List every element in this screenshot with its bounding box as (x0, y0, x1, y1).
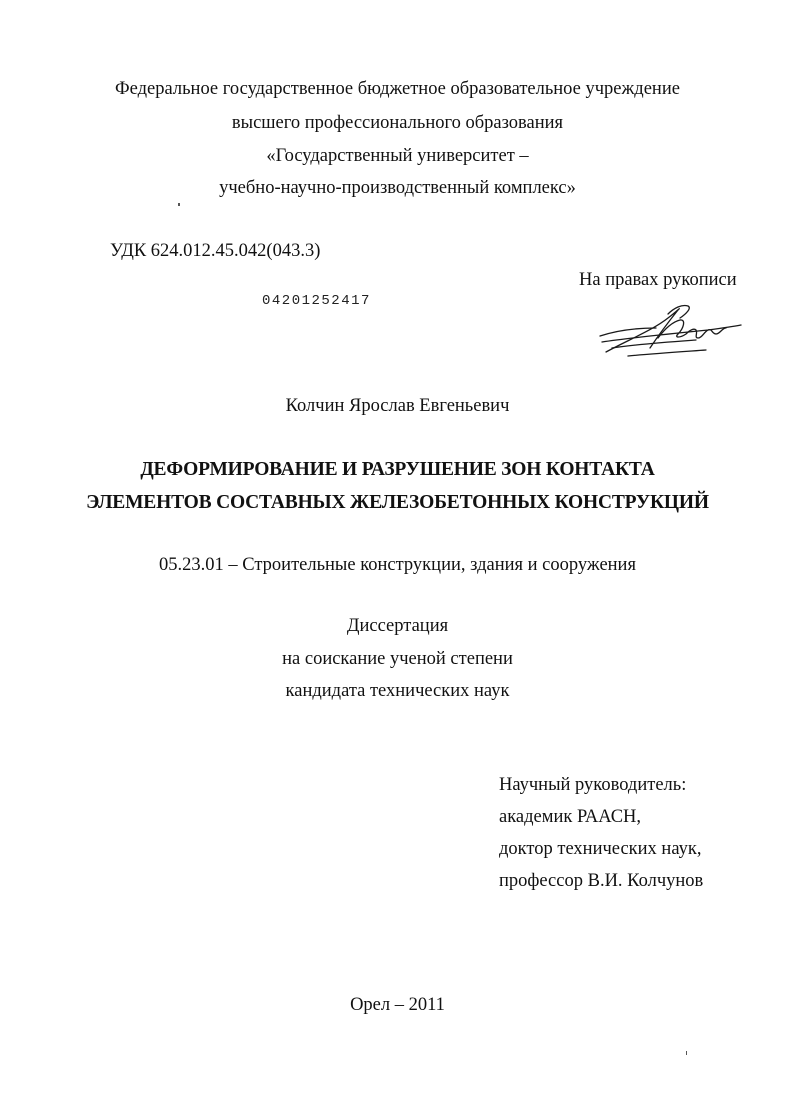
thesis-title-line1: ДЕФОРМИРОВАНИЕ И РАЗРУШЕНИЕ ЗОН КОНТАКТА (140, 459, 655, 480)
header-institution-line2: высшего профессионального образования (231, 113, 564, 133)
header-institution-line3: «Государственный университет – (266, 146, 529, 166)
degree-line3: кандидата технических наук (285, 681, 510, 701)
author-name: Колчин Ярослав Евгеньевич (285, 396, 510, 416)
header-institution-line1: Федеральное государственное бюджетное образовательное учреждение (115, 79, 680, 99)
stamp-number: 04201252417 (262, 293, 371, 309)
scan-speck (686, 1051, 687, 1055)
handwritten-signature-icon (598, 300, 743, 360)
specialty-code: 05.23.01 – Строительные конструкции, здания и сооружения (159, 555, 636, 575)
header-institution-line4: учебно-научно-производственный комплекс» (219, 178, 576, 198)
scan-speck (178, 203, 180, 206)
place-year: Орел – 2011 (350, 995, 445, 1015)
supervisor-name: профессор В.И. Колчунов (499, 871, 704, 891)
rights-label: На правах рукописи (579, 270, 737, 290)
udk-code: УДК 624.012.45.042(043.3) (110, 241, 321, 261)
supervisor-heading: Научный руководитель: (499, 775, 687, 795)
supervisor-degree: доктор технических наук, (499, 839, 702, 859)
supervisor-rank: академик РААСН, (499, 807, 642, 827)
degree-line2: на соискание ученой степени (282, 649, 513, 669)
thesis-title-line2: ЭЛЕМЕНТОВ СОСТАВНЫХ ЖЕЛЕЗОБЕТОННЫХ КОНСТРУКЦИЙ (86, 492, 709, 513)
degree-line1: Диссертация (346, 616, 449, 636)
